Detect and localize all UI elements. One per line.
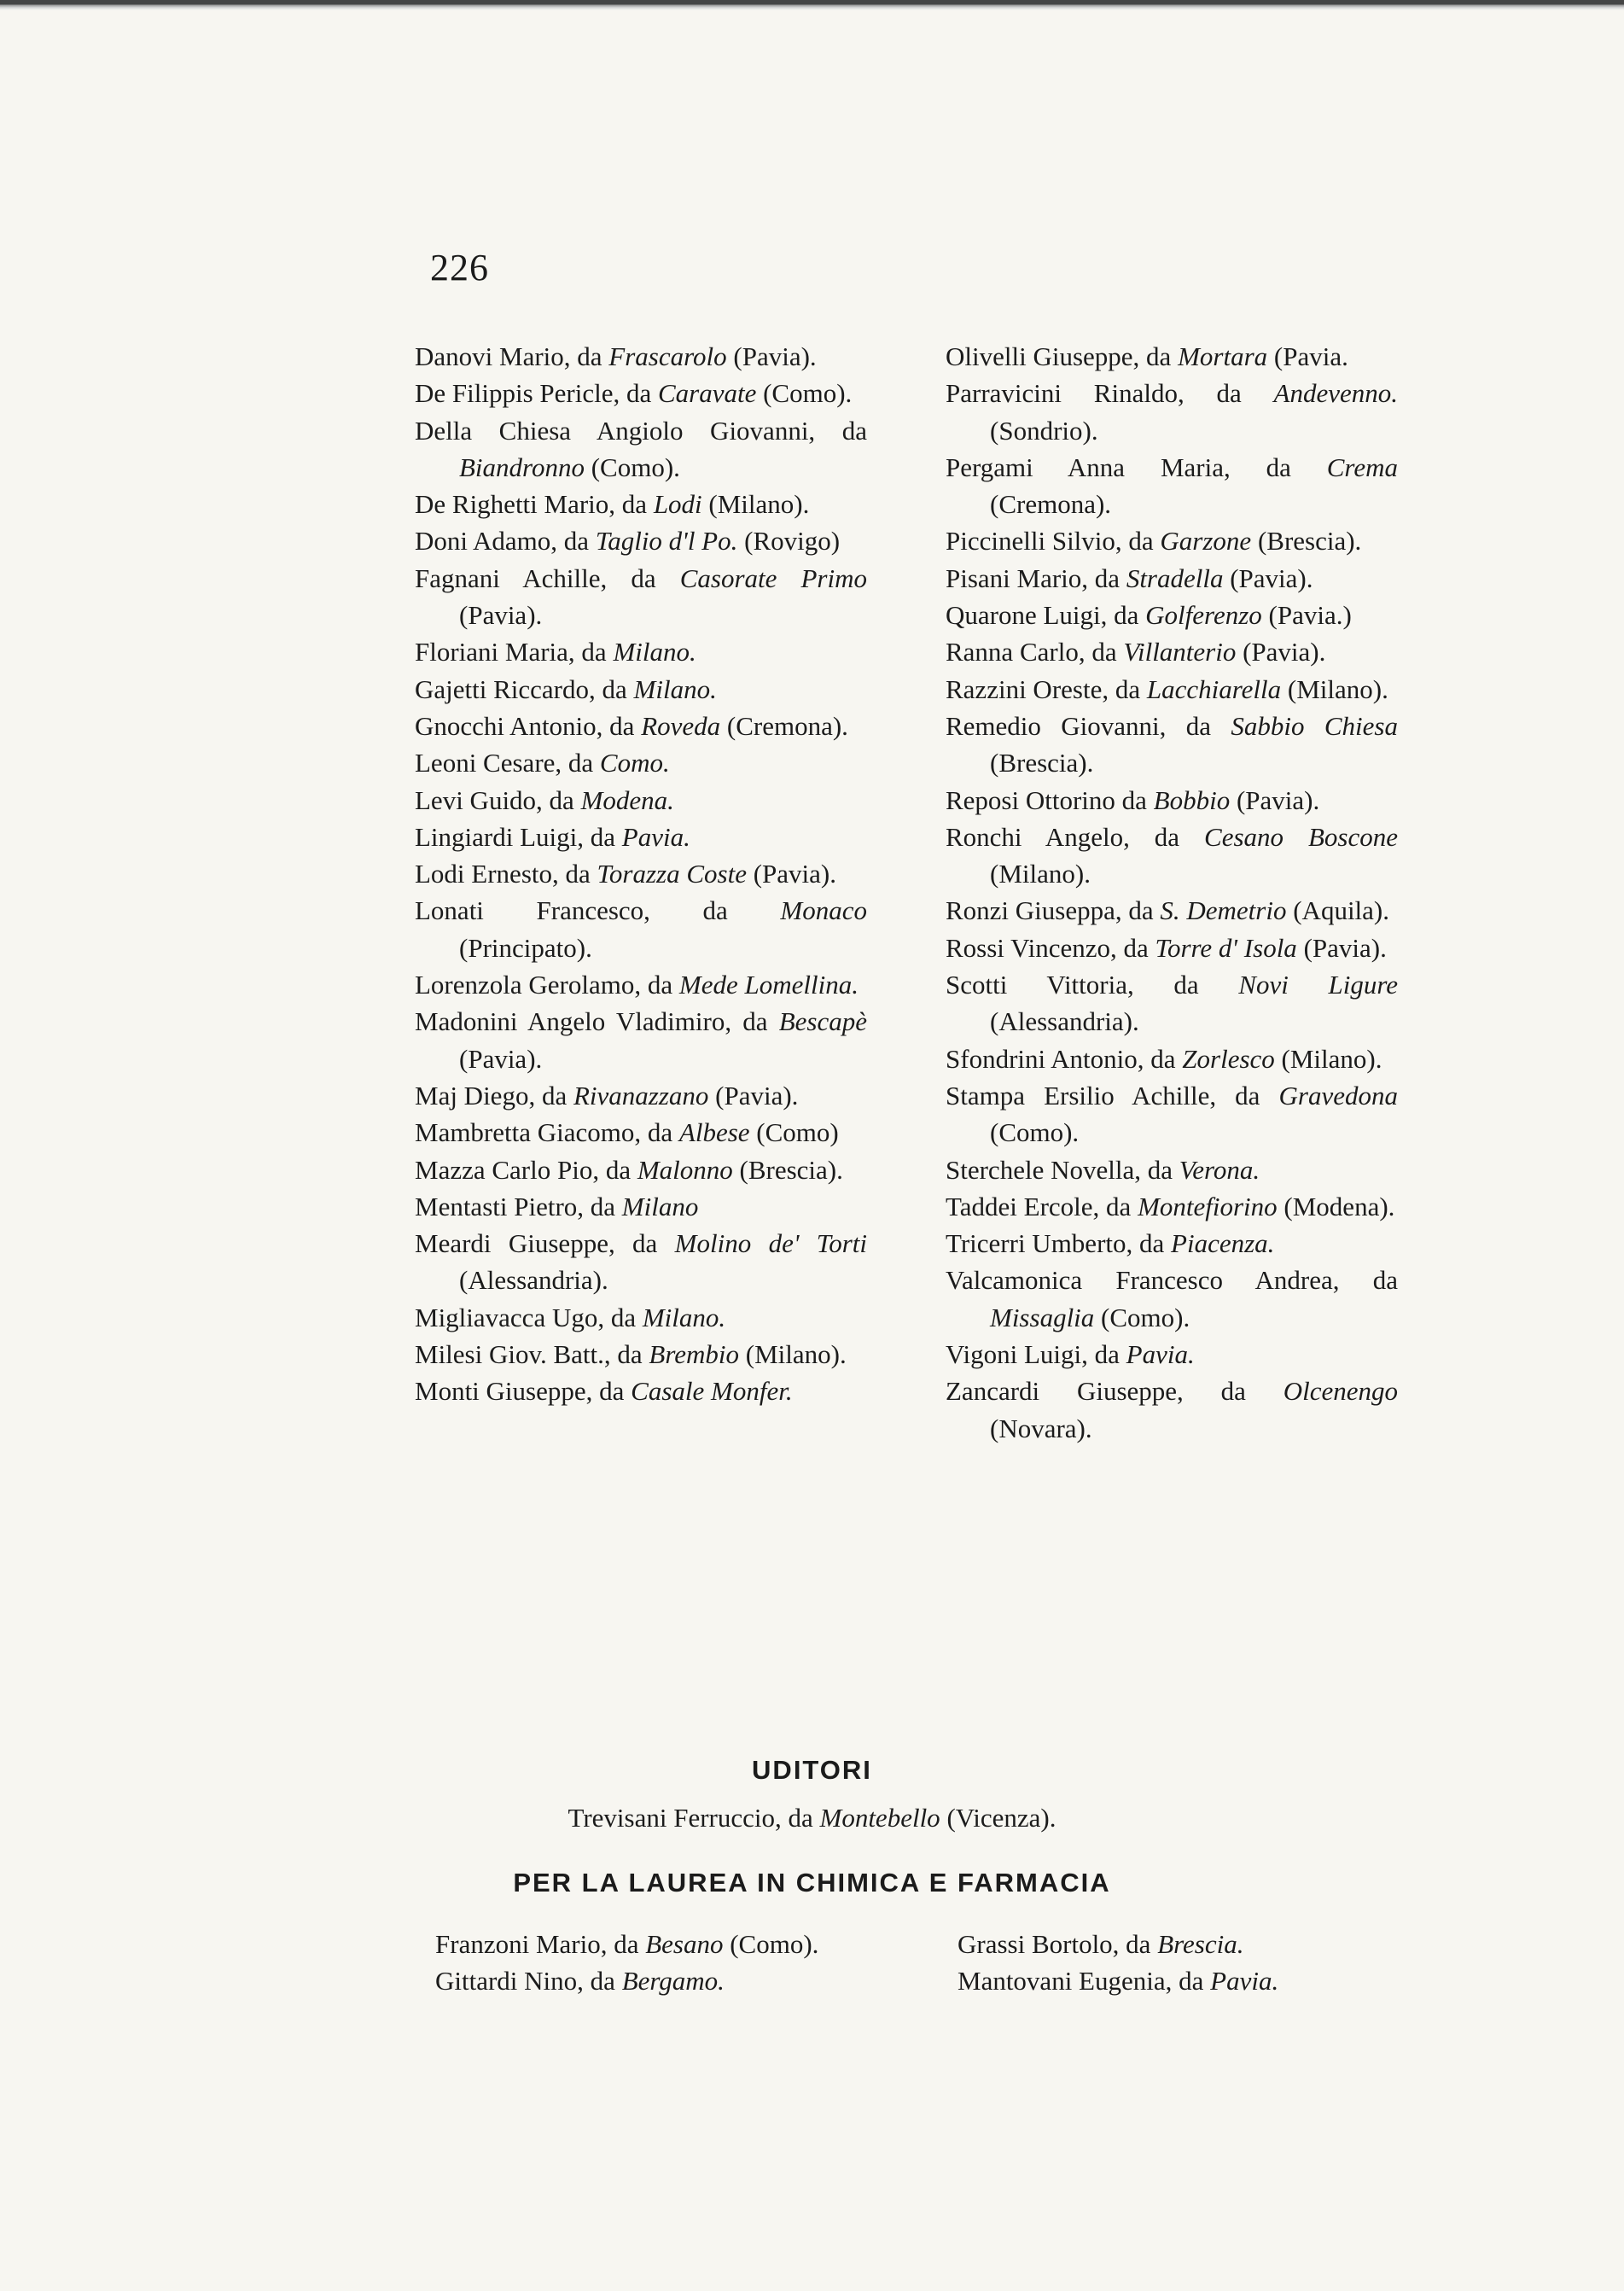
- entry-name: Sfondrini Antonio, da: [946, 1043, 1183, 1074]
- entry-name: Lonati Francesco, da: [415, 895, 781, 926]
- entry-province: (Pavia).: [726, 341, 817, 371]
- list-entry: [415, 560, 867, 634]
- entry-place: Novi Ligure: [1238, 970, 1398, 1000]
- entry-name: Levi Guido, da: [415, 784, 581, 815]
- entry-name: Trevisani Ferruccio, da: [568, 1803, 820, 1833]
- uditori-heading: UDITORI: [752, 1755, 872, 1785]
- list-entry: [415, 1299, 867, 1336]
- list-entry: [415, 522, 867, 559]
- entry-name: Monti Giuseppe, da: [415, 1376, 632, 1407]
- list-entry: [946, 560, 1398, 597]
- entry-place: Verona.: [1179, 1154, 1260, 1185]
- list-entry: [415, 1077, 867, 1114]
- entry-province: (Pavia).: [459, 1043, 543, 1074]
- list-entry: [958, 1962, 1401, 1999]
- entry-name: Rossi Vincenzo, da: [946, 932, 1155, 963]
- entry-province: (Sondrio).: [990, 415, 1098, 446]
- list-entry: [415, 892, 867, 966]
- entry-name: Lorenzola Gerolamo, da: [415, 970, 679, 1000]
- list-entry: [946, 1373, 1398, 1447]
- list-entry: [946, 819, 1398, 893]
- list-entry: [946, 633, 1398, 670]
- list-entry: [415, 744, 867, 781]
- entry-province: (Milano).: [990, 859, 1091, 889]
- list-entry: [946, 671, 1398, 708]
- entry-place: Sabbio Chiesa: [1231, 710, 1398, 741]
- entry-province: (Pavia.: [1267, 341, 1348, 371]
- list-entry: [415, 855, 867, 892]
- list-entry: [435, 1926, 913, 1962]
- entry-place: Roveda: [641, 710, 721, 741]
- entry-name: Fagnani Achille, da: [415, 563, 680, 593]
- entry-name: Milesi Giov. Batt., da: [415, 1339, 649, 1370]
- entry-province: (Como): [749, 1117, 839, 1148]
- entry-name: Migliavacca Ugo, da: [415, 1302, 643, 1332]
- entry-name: Franzoni Mario, da: [435, 1929, 646, 1959]
- list-entry: [415, 1003, 867, 1077]
- entry-place: Monaco: [780, 895, 867, 926]
- entry-province: (Milano).: [1281, 673, 1388, 704]
- left-column: [415, 338, 867, 1410]
- entry-place: Casale Monfer.: [631, 1376, 793, 1407]
- entry-place: Rivanazzano: [573, 1080, 709, 1111]
- entry-province: (Alessandria).: [459, 1265, 608, 1296]
- list-entry: [415, 338, 867, 375]
- entry-name: Scotti Vittoria, da: [946, 970, 1239, 1000]
- entry-place: S. Demetrio: [1160, 895, 1287, 926]
- list-entry: [946, 1041, 1398, 1077]
- entry-name: Doni Adamo, da: [415, 526, 596, 557]
- list-entry: [946, 930, 1398, 966]
- entry-place: Frascarolo: [608, 341, 727, 371]
- entry-place: Pavia.: [1126, 1339, 1195, 1370]
- entry-name: Piccinelli Silvio, da: [946, 526, 1161, 557]
- chimica-left-column: [435, 1926, 913, 2000]
- entry-name: Maj Diego, da: [415, 1080, 573, 1111]
- list-entry: [946, 1225, 1398, 1262]
- uditori-entry: [0, 1803, 1624, 1833]
- list-entry: [415, 671, 867, 708]
- entry-name: Gajetti Riccardo, da: [415, 673, 634, 704]
- entry-name: Parravicini Rinaldo, da: [946, 378, 1274, 409]
- entry-province: (Como).: [584, 452, 680, 482]
- list-entry: [415, 708, 867, 744]
- entry-place: Torazza Coste: [597, 859, 747, 889]
- entry-province: (Cremona).: [720, 710, 848, 741]
- entry-province: (Brescia).: [1251, 526, 1362, 557]
- list-entry: [415, 486, 867, 522]
- entry-province: (Novara).: [990, 1413, 1092, 1443]
- entry-name: Gittardi Nino, da: [435, 1966, 622, 1997]
- entry-place: Mortara: [1178, 341, 1268, 371]
- entry-place: Malonno: [637, 1154, 733, 1185]
- entry-name: Grassi Bortolo, da: [958, 1929, 1158, 1959]
- entry-province: (Pavia).: [1236, 637, 1326, 667]
- entry-name: Zancardi Giuseppe, da: [946, 1376, 1283, 1407]
- entry-name: Ronchi Angelo, da: [946, 821, 1205, 852]
- entry-place: Casorate Primo: [679, 563, 867, 593]
- entry-place: Brembio: [649, 1339, 739, 1370]
- entry-place: Bobbio: [1153, 784, 1231, 815]
- entry-place: Pavia.: [1210, 1966, 1279, 1997]
- entry-province: (Como).: [756, 378, 853, 409]
- list-entry: [946, 1336, 1398, 1373]
- entry-place: Bescapè: [778, 1006, 867, 1037]
- list-entry: [946, 338, 1398, 375]
- entry-name: Taddei Ercole, da: [946, 1191, 1138, 1221]
- entry-province: (Milano).: [1274, 1043, 1382, 1074]
- entry-name: Quarone Luigi, da: [946, 600, 1146, 631]
- entry-place: Albese: [678, 1117, 750, 1148]
- entry-province: (Como).: [990, 1117, 1080, 1148]
- entry-place: Caravate: [657, 378, 757, 409]
- entry-name: Leoni Cesare, da: [415, 748, 600, 778]
- entry-place: Montefiorino: [1138, 1191, 1278, 1221]
- entry-province: (Milano).: [739, 1339, 847, 1370]
- entry-province: (Como).: [723, 1929, 819, 1959]
- entry-name: Razzini Oreste, da: [946, 673, 1147, 704]
- entry-province: (Alessandria).: [990, 1006, 1139, 1037]
- entry-name: Vigoni Luigi, da: [946, 1339, 1126, 1370]
- entry-name: Mentasti Pietro, da: [415, 1191, 622, 1221]
- entry-place: Modena.: [580, 784, 674, 815]
- entry-place: Zorlesco: [1182, 1043, 1275, 1074]
- list-entry: [946, 892, 1398, 929]
- entry-place: Besano: [645, 1929, 724, 1959]
- chimica-farmacia-heading: PER LA LAUREA IN CHIMICA E FARMACIA: [513, 1868, 1111, 1898]
- list-entry: [415, 819, 867, 855]
- entry-province: (Pavia).: [1223, 563, 1313, 593]
- list-entry: [415, 1151, 867, 1188]
- list-entry: [415, 375, 867, 411]
- entry-name: Lodi Ernesto, da: [415, 859, 597, 889]
- chimica-right-column: [958, 1926, 1401, 2000]
- entry-province: (Principato).: [459, 932, 592, 963]
- entry-place: Montebello: [819, 1803, 940, 1833]
- entry-name: Ronzi Giuseppa, da: [946, 895, 1161, 926]
- entry-province: (Pavia.): [1261, 600, 1352, 631]
- entry-province: (Aquila).: [1286, 895, 1390, 926]
- list-entry: [946, 597, 1398, 633]
- list-entry: [435, 1962, 913, 1999]
- entry-name: Pisani Mario, da: [946, 563, 1126, 593]
- list-entry: [946, 1077, 1398, 1151]
- list-entry: [946, 1188, 1398, 1225]
- entry-place: Golferenzo: [1145, 600, 1262, 631]
- list-entry: [958, 1926, 1401, 1962]
- entry-place: Missaglia: [990, 1302, 1095, 1332]
- entry-name: Stampa Ersilio Achille, da: [946, 1080, 1279, 1111]
- entry-place: Bergamo.: [621, 1966, 725, 1997]
- entry-province: (Pavia).: [708, 1080, 799, 1111]
- list-entry: [946, 449, 1398, 523]
- entry-name: Reposi Ottorino da: [946, 784, 1154, 815]
- list-entry: [946, 522, 1398, 559]
- entry-place: Piacenza.: [1171, 1228, 1275, 1259]
- entry-name: Mazza Carlo Pio, da: [415, 1154, 637, 1185]
- list-entry: [946, 782, 1398, 819]
- entry-place: Cesano Boscone: [1204, 821, 1398, 852]
- entry-place: Taglio d'l Po.: [595, 526, 738, 557]
- entry-place: Mede Lomellina.: [678, 970, 859, 1000]
- entry-place: Olcenengo: [1283, 1376, 1398, 1407]
- entry-name: Valcamonica Francesco Andrea, da: [946, 1265, 1398, 1296]
- right-column: [946, 338, 1398, 1447]
- entry-place: Garzone: [1160, 526, 1252, 557]
- entry-name: Ranna Carlo, da: [946, 637, 1124, 667]
- list-entry: [415, 1373, 867, 1409]
- list-entry: [415, 633, 867, 670]
- entry-place: Como.: [599, 748, 670, 778]
- entry-province: (Pavia).: [1230, 784, 1320, 815]
- entry-place: Lacchiarella: [1146, 673, 1282, 704]
- list-entry: [415, 1188, 867, 1225]
- entry-place: Andevenno.: [1273, 378, 1398, 409]
- entry-province: (Pavia).: [459, 600, 543, 631]
- top-border-rule: [0, 0, 1624, 10]
- list-entry: [415, 966, 867, 1003]
- entry-name: Lingiardi Luigi, da: [415, 821, 622, 852]
- entry-place: Brescia.: [1157, 1929, 1244, 1959]
- entry-place: Milano.: [633, 673, 717, 704]
- list-entry: [946, 1151, 1398, 1188]
- entry-name: Tricerri Umberto, da: [946, 1228, 1172, 1259]
- entry-name: De Righetti Mario, da: [415, 489, 654, 520]
- entry-province: (Vicenza).: [940, 1803, 1056, 1833]
- entry-name: Floriani Maria, da: [415, 637, 614, 667]
- entry-province: (Modena).: [1277, 1191, 1395, 1221]
- entry-province: (Brescia).: [732, 1154, 843, 1185]
- entry-province: (Pavia).: [1296, 932, 1387, 963]
- list-entry: [415, 412, 867, 487]
- entry-place: Villanterio: [1123, 637, 1237, 667]
- entry-place: Pavia.: [621, 821, 690, 852]
- entry-name: Gnocchi Antonio, da: [415, 710, 642, 741]
- entry-name: Mambretta Giacomo, da: [415, 1117, 679, 1148]
- entry-name: De Filippis Pericle, da: [415, 378, 658, 409]
- entry-province: (Cremona).: [990, 489, 1112, 520]
- entry-province: (Pavia).: [746, 859, 836, 889]
- entry-name: Olivelli Giuseppe, da: [946, 341, 1179, 371]
- list-entry: [946, 966, 1398, 1041]
- entry-province: (Brescia).: [990, 748, 1094, 778]
- list-entry: [415, 1225, 867, 1299]
- list-entry: [946, 1262, 1398, 1336]
- entry-name: Remedio Giovanni, da: [946, 710, 1231, 741]
- list-entry: [415, 1336, 867, 1373]
- entry-place: Milano.: [642, 1302, 726, 1332]
- list-entry: [415, 782, 867, 819]
- entry-place: Lodi: [653, 489, 702, 520]
- entry-name: Pergami Anna Maria, da: [946, 452, 1327, 482]
- entry-place: Gravedona: [1278, 1080, 1398, 1111]
- entry-name: Danovi Mario, da: [415, 341, 609, 371]
- entry-province: (Rovigo): [737, 526, 841, 557]
- entry-place: Crema: [1326, 452, 1398, 482]
- entry-place: Stradella: [1126, 563, 1224, 593]
- list-entry: [946, 708, 1398, 782]
- page-number: 226: [430, 247, 489, 289]
- entry-place: Biandronno: [459, 452, 585, 482]
- entry-name: Della Chiesa Angiolo Giovanni, da: [415, 415, 867, 446]
- entry-place: Molino de' Torti: [674, 1228, 867, 1259]
- entry-province: (Como).: [1094, 1302, 1190, 1332]
- entry-name: Mantovani Eugenia, da: [958, 1966, 1211, 1997]
- entry-name: Sterchele Novella, da: [946, 1154, 1179, 1185]
- entry-place: Milano: [621, 1191, 699, 1221]
- entry-province: (Milano).: [701, 489, 810, 520]
- entry-name: Meardi Giuseppe, da: [415, 1228, 675, 1259]
- entry-name: Madonini Angelo Vladimiro, da: [415, 1006, 779, 1037]
- entry-place: Torre d' Isola: [1155, 932, 1297, 963]
- list-entry: [415, 1114, 867, 1151]
- list-entry: [946, 375, 1398, 449]
- entry-place: Milano.: [613, 637, 696, 667]
